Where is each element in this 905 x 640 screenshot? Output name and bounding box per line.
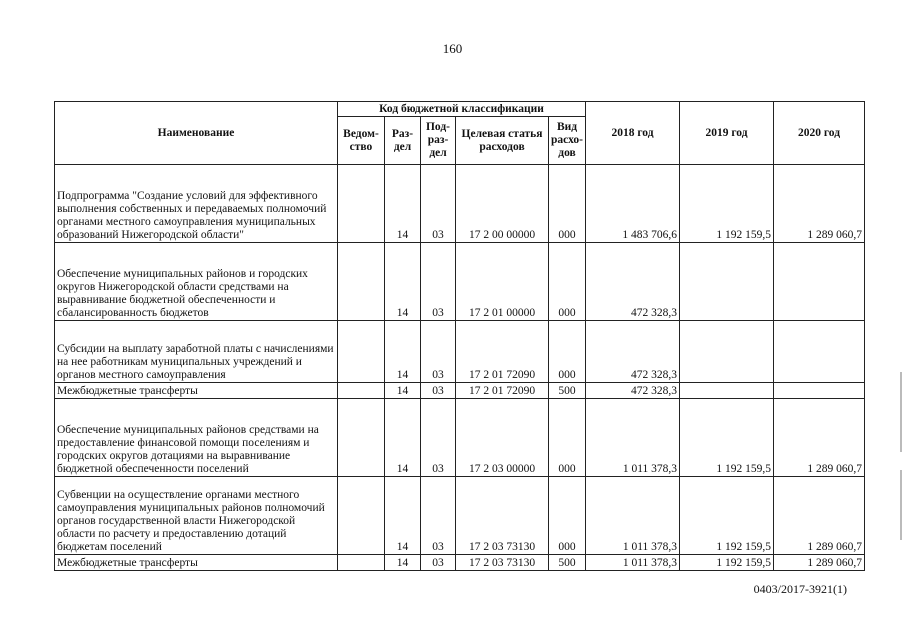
cell-podrazdel: 03 — [421, 243, 456, 321]
table-row — [55, 243, 865, 321]
cell-name: Субвенции на осуществление органами местного самоуправления муниципальных районов полномочий органов государственной власти Нижегородской области по расчету и предоставлению дотаций бюджетам поселений — [55, 477, 338, 555]
cell-2019: 1 192 159,5 — [680, 399, 774, 477]
cell-2019 — [680, 243, 774, 321]
header-vedomstvo: Ведом-ство — [338, 117, 385, 165]
header-podrazdel: Под-раз-дел — [421, 117, 456, 165]
cell-target: 17 2 03 73130 — [456, 477, 549, 555]
header-vid: Вид расхо-дов — [549, 117, 586, 165]
cell-2020 — [774, 243, 865, 321]
cell-name: Подпрограмма "Создание условий для эффективного выполнения собственных и передаваемых полномочий органами местного самоуправления муниципальных образований Нижегородской области" — [55, 165, 338, 243]
cell-2020 — [774, 321, 865, 383]
cell-razdel: 14 — [385, 321, 421, 383]
cell-vid: 000 — [549, 399, 586, 477]
cell-2018: 472 328,3 — [586, 383, 680, 399]
header-target: Целевая статья расходов — [456, 117, 549, 165]
cell-podrazdel: 03 — [421, 165, 456, 243]
cell-target: 17 2 03 00000 — [456, 399, 549, 477]
header-2018: 2018 год — [586, 102, 680, 165]
cell-2020: 1 289 060,7 — [774, 165, 865, 243]
cell-vedomstvo — [338, 555, 385, 571]
cell-name: Межбюджетные трансферты — [55, 383, 338, 399]
table-row — [55, 477, 865, 555]
cell-target: 17 2 00 00000 — [456, 165, 549, 243]
header-row-group — [55, 102, 865, 117]
document-code: 0403/2017-3921(1) — [753, 582, 847, 596]
cell-vid: 000 — [549, 477, 586, 555]
scan-edge-mark — [900, 372, 902, 452]
table-row — [55, 321, 865, 383]
scan-edge-mark — [900, 470, 902, 540]
cell-2018: 472 328,3 — [586, 321, 680, 383]
cell-razdel: 14 — [385, 477, 421, 555]
cell-2019 — [680, 321, 774, 383]
table-row — [55, 383, 865, 399]
cell-2020: 1 289 060,7 — [774, 477, 865, 555]
cell-vid: 000 — [549, 243, 586, 321]
cell-podrazdel: 03 — [421, 399, 456, 477]
cell-vedomstvo — [338, 383, 385, 399]
cell-name: Субсидии на выплату заработной платы с начислениями на нее работникам муниципальных учреждений и органов местного самоуправления — [55, 321, 338, 383]
cell-podrazdel: 03 — [421, 383, 456, 399]
table-row — [55, 399, 865, 477]
cell-razdel: 14 — [385, 399, 421, 477]
cell-vid: 500 — [549, 383, 586, 399]
cell-2019 — [680, 383, 774, 399]
cell-podrazdel: 03 — [421, 321, 456, 383]
cell-2018: 1 011 378,3 — [586, 555, 680, 571]
cell-vedomstvo — [338, 321, 385, 383]
cell-vid: 000 — [549, 165, 586, 243]
cell-target: 17 2 01 72090 — [456, 321, 549, 383]
cell-razdel: 14 — [385, 555, 421, 571]
cell-target: 17 2 01 72090 — [456, 383, 549, 399]
cell-vid: 000 — [549, 321, 586, 383]
cell-target: 17 2 03 73130 — [456, 555, 549, 571]
header-2019: 2019 год — [680, 102, 774, 165]
cell-target: 17 2 01 00000 — [456, 243, 549, 321]
header-2020: 2020 год — [774, 102, 865, 165]
cell-name: Обеспечение муниципальных районов средствами на предоставление финансовой помощи поселениям и городских округов дотациями на выравнивание бюджетной обеспеченности поселений — [55, 399, 338, 477]
cell-podrazdel: 03 — [421, 555, 456, 571]
header-name: Наименование — [55, 102, 338, 165]
cell-name: Обеспечение муниципальных районов и городских округов Нижегородской области средствами на выравнивание бюджетной обеспеченности и сбалансированность бюджетов — [55, 243, 338, 321]
cell-2019: 1 192 159,5 — [680, 165, 774, 243]
table-row — [55, 555, 865, 571]
cell-razdel: 14 — [385, 383, 421, 399]
cell-podrazdel: 03 — [421, 477, 456, 555]
cell-vedomstvo — [338, 399, 385, 477]
cell-2019: 1 192 159,5 — [680, 477, 774, 555]
cell-razdel: 14 — [385, 165, 421, 243]
cell-2020: 1 289 060,7 — [774, 399, 865, 477]
cell-vedomstvo — [338, 165, 385, 243]
cell-2018: 1 011 378,3 — [586, 477, 680, 555]
cell-2020 — [774, 383, 865, 399]
cell-2019: 1 192 159,5 — [680, 555, 774, 571]
cell-2018: 1 483 706,6 — [586, 165, 680, 243]
cell-vedomstvo — [338, 477, 385, 555]
cell-vedomstvo — [338, 243, 385, 321]
header-code-group: Код бюджетной классификации — [338, 102, 586, 117]
cell-vid: 500 — [549, 555, 586, 571]
page-number: 160 — [442, 41, 463, 56]
cell-2018: 472 328,3 — [586, 243, 680, 321]
budget-table — [54, 101, 865, 571]
table-row — [55, 165, 865, 243]
cell-2018: 1 011 378,3 — [586, 399, 680, 477]
cell-name: Межбюджетные трансферты — [55, 555, 338, 571]
cell-razdel: 14 — [385, 243, 421, 321]
cell-2020: 1 289 060,7 — [774, 555, 865, 571]
header-razdel: Раз-дел — [385, 117, 421, 165]
